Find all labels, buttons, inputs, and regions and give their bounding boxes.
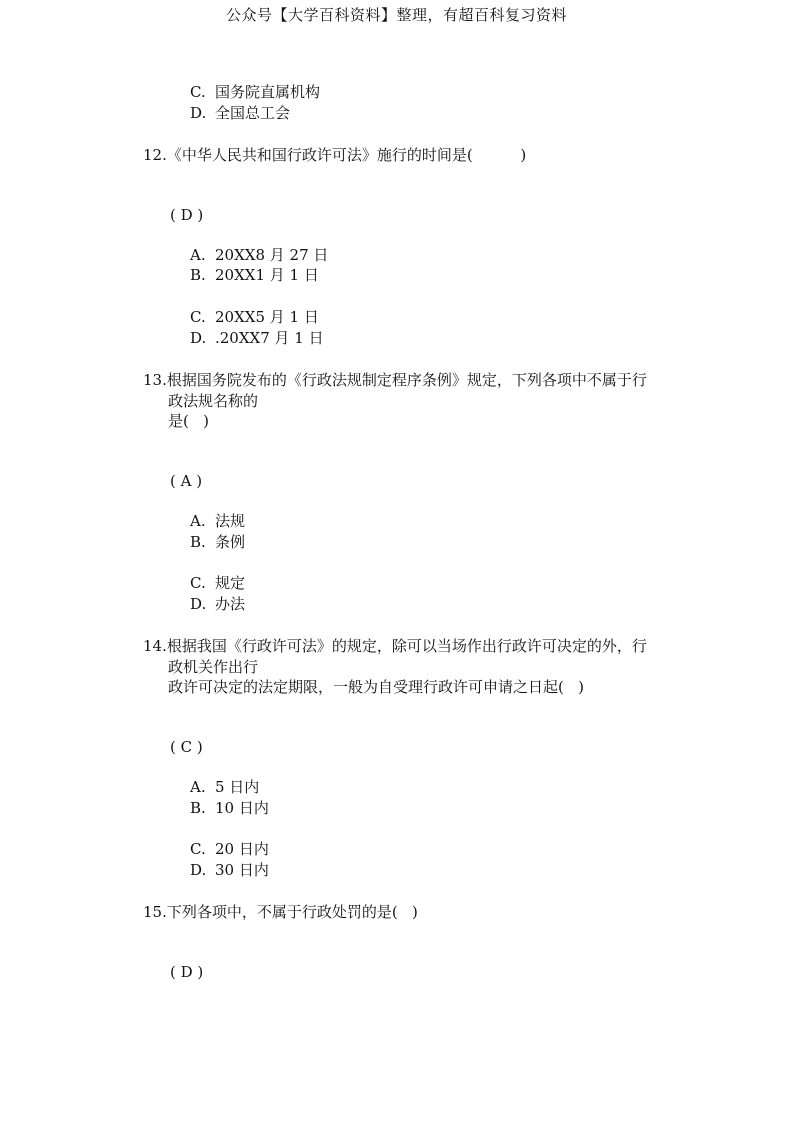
option-d: D. 全国总工会 [190, 104, 291, 122]
question-15: 15.下列各项中，不属于行政处罚的是( ) [143, 903, 418, 921]
option-d: D. .20XX7 月 1 日 [190, 329, 324, 347]
option-a: A. 5 日内 [190, 778, 260, 796]
question-13-line-1: 13.根据国务院发布的《行政法规制定程序条例》规定，下列各项中不属于行 [143, 371, 647, 389]
answer-13: ( A ) [170, 472, 203, 490]
answer-12: ( D ) [170, 206, 204, 224]
option-b: B. 20XX1 月 1 日 [190, 266, 319, 284]
option-d: D. 办法 [190, 595, 246, 613]
question-14-line-3: 政许可决定的法定期限，一般为自受理行政许可申请之日起( ) [168, 678, 585, 696]
option-c: C. 20XX5 月 1 日 [190, 308, 319, 326]
question-14-line-1: 14.根据我国《行政许可法》的规定，除可以当场作出行政许可决定的外，行 [143, 637, 647, 655]
question-13-line-3: 是( ) [168, 412, 210, 430]
answer-15: ( D ) [170, 963, 204, 981]
option-b: B. 条例 [190, 533, 246, 551]
option-b: B. 10 日内 [190, 799, 269, 817]
option-c: C. 规定 [190, 574, 246, 592]
question-13-line-2: 政法规名称的 [168, 392, 259, 410]
option-c: C. 国务院直属机构 [190, 83, 321, 101]
page-header: 公众号【大学百科资料】整理，有超百科复习资料 [225, 6, 567, 24]
question-12: 12.《中华人民共和国行政许可法》施行的时间是( ) [143, 146, 527, 164]
option-a: A. 20XX8 月 27 日 [190, 246, 329, 264]
option-c: C. 20 日内 [190, 840, 269, 858]
option-a: A. 法规 [190, 512, 246, 530]
answer-14: ( C ) [170, 738, 203, 756]
option-d: D. 30 日内 [190, 861, 269, 879]
question-14-line-2: 政机关作出行 [168, 658, 259, 676]
